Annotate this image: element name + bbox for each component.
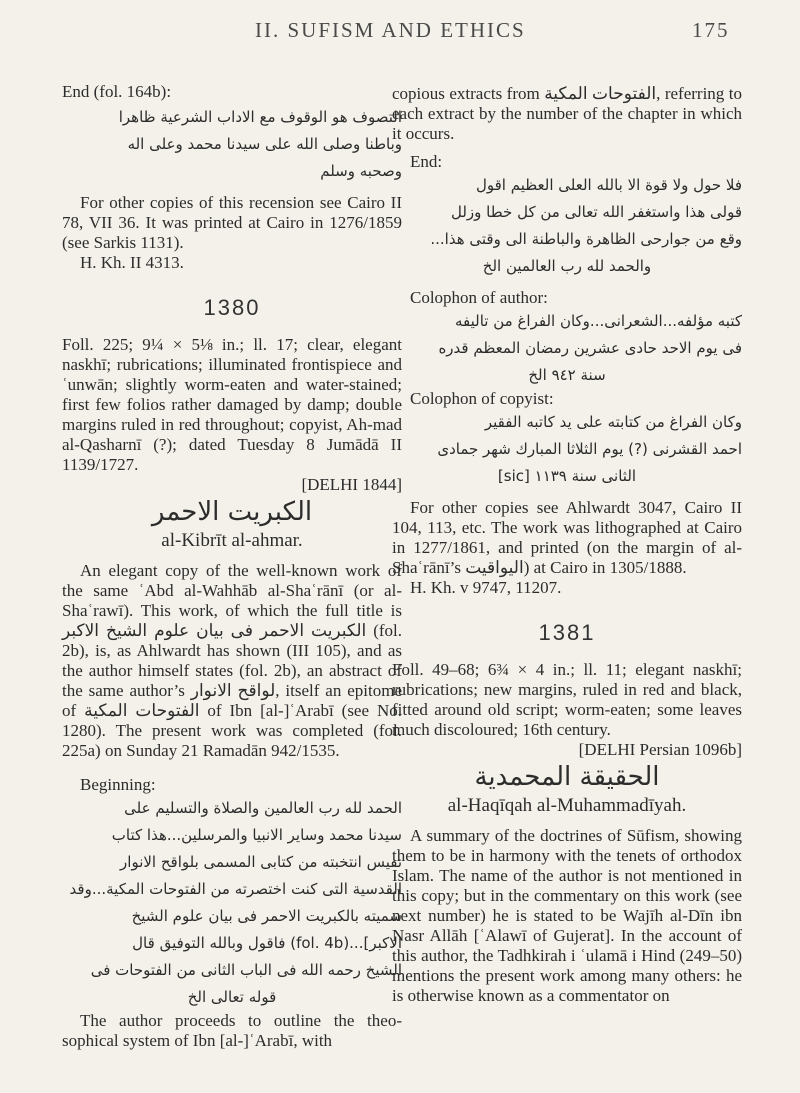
beginning-arabic-line-1: الحمد لله رب العالمين والصلاة والتسليم على: [124, 799, 402, 817]
right-column: [392, 84, 742, 1006]
end-arabic-line-1: فلا حول ولا قوة الا بالله العلى العظيم اقول: [475, 176, 742, 194]
end-label: End (fol. 164b):: [62, 82, 172, 101]
beginning-arabic-line-2: سيدنا محمد وساير الانبيا والمرسلين...هذا كتاب: [111, 826, 402, 844]
entry-number: 1380: [203, 295, 261, 320]
running-header: II. SUFISM AND ETHICS: [255, 18, 526, 42]
colophon-author-line-1: كتبه مؤلفه...الشعرانى...وكان الفراغ من تاليفه: [455, 312, 742, 330]
hkh-reference: H. Kh. II 4313.: [80, 253, 184, 272]
left-column: [62, 82, 402, 1051]
page-number: 175: [692, 18, 730, 42]
opening-paragraph: copious extracts from الفتوحات المكية, referring to each extract by the number of the chapter in which it occurs.: [392, 84, 742, 143]
shelf-mark: [DELHI Persian 1096b]: [578, 740, 742, 759]
end-arabic-line-3: وقع من جوارحى الظاهرة والباطنة الى وقتى هذا...: [430, 230, 742, 248]
shelf-mark: [DELHI 1844]: [301, 475, 402, 494]
work-title-latin: al-Kibrīt al-ahmar.: [161, 530, 303, 551]
work-title-arabic: الحقيقة المحمدية: [474, 762, 660, 792]
colophon-author-label: Colophon of author:: [410, 288, 548, 307]
end-arabic-line-3: وصحبه وسلم: [320, 162, 402, 180]
entry-number: 1381: [538, 620, 596, 645]
beginning-arabic-line-4: القدسية التى كنت اختصرته من الفتوحات المكية...وقد: [69, 880, 402, 898]
end-arabic-line-2: وباطنا وصلى الله على سيدنا محمد وعلى اله: [127, 135, 402, 153]
beginning-arabic-line-6: الاكبر]...(fol. 4b) فاقول وبالله التوفيق قال: [132, 934, 402, 952]
end-arabic-line-1: التصوف هو الوقوف مع الاداب الشرعية ظاهرا: [118, 108, 402, 126]
colophon-copyist-line-2: احمد القشرنى (?) يوم الثلاثا المبارك شهر جمادى: [437, 440, 742, 458]
closing-paragraph: The author proceeds to outline the theo-sophical system of Ibn [al-]ʿArabī, with: [62, 1011, 402, 1050]
colophon-copyist-label: Colophon of copyist:: [410, 389, 554, 408]
beginning-arabic-line-3: نفيس انتخبته من كتابى المسمى بلواقح الانوار: [120, 853, 402, 871]
other-copies-note: For other copies of this recension see Cairo II 78, VII 36. It was printed at Cairo in 1276/1859 (see Sarkis 1131).: [62, 193, 402, 252]
hkh-reference: H. Kh. v 9747, 11207.: [410, 578, 562, 597]
colophon-copyist-line-1: وكان الفراغ من كتابته على يد كاتبه الفقير: [484, 413, 742, 431]
colophon-author-line-2: فى يوم الاحد حادى عشرين رمضان المعظم قدره: [438, 339, 742, 357]
work-title-arabic: الكبريت الاحمر: [151, 497, 313, 527]
beginning-arabic-line-8: قوله تعالى الخ: [187, 988, 277, 1006]
beginning-arabic-line-5: سميته بالكبريت الاحمر فى بيان علوم الشيخ: [131, 907, 402, 925]
end-label: End:: [410, 152, 443, 171]
manuscript-description: Foll. 49–68; 6¾ × 4 in.; ll. 11; elegant naskhī; rubrications; new margins, ruled in red and black, fitted around old script; worm-eaten; some leaves much discoloured; 16th century.: [392, 660, 742, 739]
end-arabic-line-4: والحمد لله رب العالمين الخ: [482, 257, 652, 275]
colophon-author-line-3: سنة ٩٤٢ الخ: [528, 366, 606, 384]
manuscript-description: Foll. 225; 9¼ × 5⅛ in.; ll. 17; clear, elegant naskhī; rubrications; illuminated frontispiece and ʿunwān; slightly worm-eaten and water-stained; first few folios rather damaged by damp; double margins ruled in red throughout; copyist, Ah-mad al-Qasharnī (?); dated Tuesday 8 Jumādā II 1139/1727.: [62, 335, 402, 474]
work-title-latin: al-Haqīqah al-Muhammadīyah.: [447, 795, 687, 816]
beginning-arabic-line-7: الشيخ رحمه الله فى الباب الثانى من الفتوحات فى: [90, 961, 402, 979]
other-copies-note: For other copies see Ahlwardt 3047, Cairo II 104, 113, etc. The work was lithographed at Cairo in 1277/1861, and printed (on the margin of al-Shaʿrānī’s اليواقيت) at Cairo in 1305/1888.: [392, 498, 742, 577]
work-summary: An elegant copy of the well-known work of the same ʿAbd al-Wahhāb al-Shaʿrānī (or al-Shaʿrawī). This work, of which the full title is الكبريت الاحمر فى بيان علوم الشيخ الاكبر (fol. 2b), is, as Ahlwardt has shown (III 105), and as the author himself states (fol. 2b), an abstract of the same author’s لواقح الانوار, itself an epitome of الفتوحات المكية of Ibn [al-]ʿArabī (see No. 1280). The present work was completed (fol. 225a) on Sunday 21 Ramadān 942/1535.: [62, 561, 402, 760]
work-summary: A summary of the doctrines of Sūfism, showing them to be in harmony with the tenets of orthodox Islam. The name of the author is not mentioned in this copy; but in the commentary on this work (see next number) he is stated to be Wajīh al-Dīn ibn Nasr Allāh [ʿAlawī of Gujerat]. In the account of this author, the Tadhkirah i ʿulamā i Hind (249–50) mentions the present work among many others: he is otherwise known as a commentator on: [392, 826, 742, 1005]
end-arabic-line-2: قولى هذا واستغفر الله تعالى من كل خطا وزلل: [450, 203, 742, 221]
beginning-label: Beginning:: [80, 775, 156, 794]
colophon-copyist-line-3: الثانى سنة ١١٣٩ [sic]: [497, 467, 637, 485]
